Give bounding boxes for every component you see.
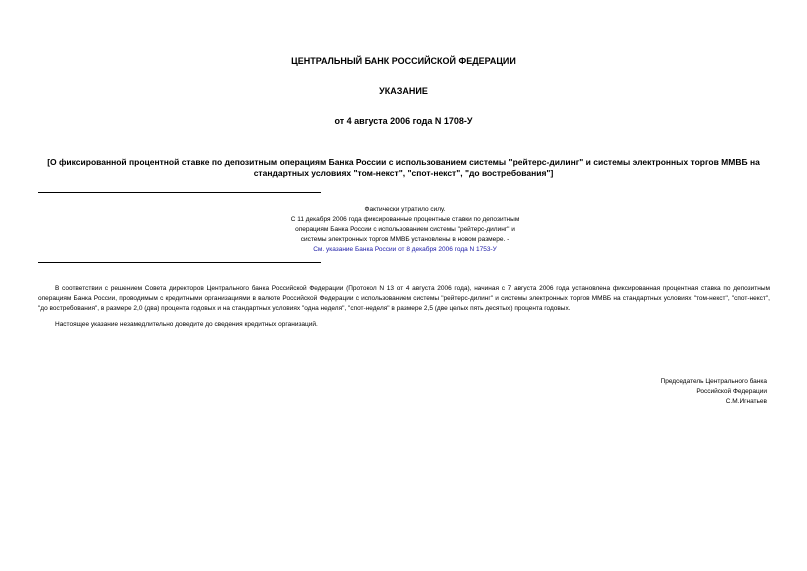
body-paragraph-1: В соответствии с решением Совета директоров Центрального банка Российской Федерации (Протокол N 13 от 4 августа 2006 года), начиная с 7 августа 2006 года установлена фиксированная процентная ставка по депозитным операциям Банка России, проводимым с кредитными организациями в валюте Российской Федерации с использованием системы "рейтерс-дилинг" и системы электронных торгов ММВБ на стандартных условиях "том-некст", "спот-некст", "до востребования", в размере 2,0 (два) процента годовых и на стандартных условиях "одна неделя", "спот-неделя" в размере 2,5 (две целых пять десятых) процента годовых.: [38, 285, 770, 312]
status-note-line: Фактически утратило силу.: [364, 206, 446, 213]
status-note-line: С 11 декабря 2006 года фиксированные процентные ставки по депозитным: [290, 216, 520, 223]
document-type-heading: УКАЗАНИЕ: [379, 86, 428, 96]
reference-link[interactable]: См. указание Банка России от 8 декабря 2006 года N 1753-У: [313, 246, 497, 253]
bottom-divider: [38, 262, 321, 263]
document-date-number: от 4 августа 2006 года N 1708-У: [334, 116, 473, 126]
body-paragraph-2: Настоящее указание незамедлительно доведите до сведения кредитных организаций.: [55, 321, 318, 328]
signatory-name: С.М.Игнатьев: [725, 398, 767, 405]
signature-block: [517, 377, 767, 407]
status-note-line: операциям Банка России с использованием системы "рейтерс-дилинг" и: [295, 226, 515, 233]
issuer-heading: ЦЕНТРАЛЬНЫЙ БАНК РОССИЙСКОЙ ФЕДЕРАЦИИ: [291, 56, 516, 66]
top-divider: [38, 192, 321, 193]
signatory-position-line1: Председатель Центрального банка: [660, 378, 767, 385]
document-body: [38, 284, 770, 330]
signatory-position-line2: Российской Федерации: [696, 388, 767, 395]
status-note: [210, 205, 600, 255]
status-note-line: системы электронных торгов ММВБ установлены в новом размере. -: [300, 236, 510, 243]
document-title: [О фиксированной процентной ставке по депозитным операциям Банка России с использованием системы "рейтерс-дилинг" и системы электронных торгов ММВБ на стандартных условиях "том-некст", "спот-некст", "до востребования"]: [47, 157, 760, 178]
